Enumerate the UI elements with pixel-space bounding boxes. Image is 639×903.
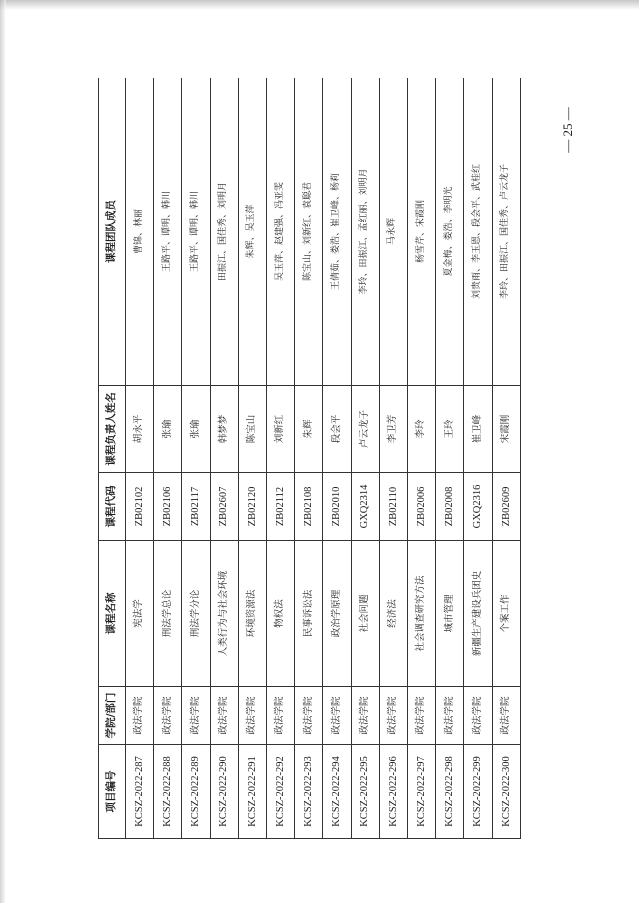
project-id-cell: KCSZ-2022-300 xyxy=(492,745,520,839)
department-cell: 政法学院 xyxy=(379,687,407,745)
course-code-cell: ZB02609 xyxy=(492,473,520,541)
header-department: 学院/部门 xyxy=(99,687,126,745)
course-name-cell: 民事诉讼法 xyxy=(295,541,323,687)
department-cell: 政法学院 xyxy=(154,687,182,745)
page-number-text: — 25 — xyxy=(560,107,575,153)
page-number xyxy=(548,100,588,160)
project-id-cell: KCSZ-2022-288 xyxy=(154,745,182,839)
table-row xyxy=(238,78,266,839)
header-course-code: 课程代码 xyxy=(99,473,126,541)
course-code-cell: ZB02010 xyxy=(323,473,351,541)
project-id-cell: KCSZ-2022-292 xyxy=(267,745,295,839)
header-course-name: 课程名称 xyxy=(99,541,126,687)
table-row xyxy=(436,78,464,839)
course-name-cell: 环境资源法 xyxy=(238,541,266,687)
department-cell: 政法学院 xyxy=(182,687,210,745)
department-cell: 政法学院 xyxy=(238,687,266,745)
course-code-cell: ZB02006 xyxy=(408,473,436,541)
table-row xyxy=(267,78,295,839)
project-id-cell: KCSZ-2022-290 xyxy=(210,745,238,839)
department-cell: 政法学院 xyxy=(295,687,323,745)
course-leader-cell: 王玲 xyxy=(436,386,464,473)
course-code-cell: ZB02110 xyxy=(379,473,407,541)
course-name-cell: 社会问题 xyxy=(351,541,379,687)
department-cell: 政法学院 xyxy=(267,687,295,745)
course-leader-cell: 韩梦梦 xyxy=(210,386,238,473)
table-row xyxy=(351,78,379,839)
course-leader-cell: 宋霞刚 xyxy=(492,386,520,473)
department-cell: 政法学院 xyxy=(464,687,492,745)
team-members-cell: 李玲、田振江、孟红丽、刘明月 xyxy=(351,78,379,386)
course-leader-cell: 崔卫峰 xyxy=(464,386,492,473)
course-code-cell: ZB02117 xyxy=(182,473,210,541)
table-row xyxy=(182,78,210,839)
scan-shadow-left xyxy=(0,0,6,903)
course-leader-cell: 胡永平 xyxy=(126,386,154,473)
team-members-cell: 朱辉、吴玉萍 xyxy=(238,78,266,386)
department-cell: 政法学院 xyxy=(436,687,464,745)
course-code-cell: ZB02008 xyxy=(436,473,464,541)
course-leader-cell: 陈宝山 xyxy=(238,386,266,473)
team-members-cell: 曹锦、林丽 xyxy=(126,78,154,386)
course-name-cell: 社会调查研究方法 xyxy=(408,541,436,687)
table-row xyxy=(295,78,323,839)
team-members-cell: 吴玉萍、赵建强、冯亚雯 xyxy=(267,78,295,386)
course-name-cell: 人类行为与社会环境 xyxy=(210,541,238,687)
table-row xyxy=(492,78,520,839)
course-leader-cell: 卢云龙子 xyxy=(351,386,379,473)
team-members-cell: 陈宝山、刘新红、袁聪君 xyxy=(295,78,323,386)
course-code-cell: ZB02120 xyxy=(238,473,266,541)
course-table xyxy=(98,78,521,839)
team-members-cell: 王倩茹、娄浩、崔卫峰、杨莉 xyxy=(323,78,351,386)
department-cell: 政法学院 xyxy=(351,687,379,745)
course-name-cell: 物权法 xyxy=(267,541,295,687)
team-members-cell: 田振江、国佳秀、刘明月 xyxy=(210,78,238,386)
course-name-cell: 刑法学分论 xyxy=(182,541,210,687)
project-id-cell: KCSZ-2022-298 xyxy=(436,745,464,839)
course-leader-cell: 段会平 xyxy=(323,386,351,473)
department-cell: 政法学院 xyxy=(126,687,154,745)
team-members-cell: 李玲、田振江、国佳秀、卢云龙子 xyxy=(492,78,520,386)
course-leader-cell: 张瑜 xyxy=(182,386,210,473)
table-row xyxy=(154,78,182,839)
project-id-cell: KCSZ-2022-289 xyxy=(182,745,210,839)
project-id-cell: KCSZ-2022-294 xyxy=(323,745,351,839)
course-name-cell: 宪法学 xyxy=(126,541,154,687)
scan-shadow-top xyxy=(0,0,639,10)
team-members-cell: 夏金梅、娄浩、李明光 xyxy=(436,78,464,386)
course-leader-cell: 李玲 xyxy=(408,386,436,473)
team-members-cell: 杨雪芹、宋霞刚 xyxy=(408,78,436,386)
table-header-row xyxy=(99,78,126,839)
team-members-cell: 王路平、谭明、韩川 xyxy=(182,78,210,386)
project-id-cell: KCSZ-2022-291 xyxy=(238,745,266,839)
project-id-cell: KCSZ-2022-287 xyxy=(126,745,154,839)
course-name-cell: 政治学原理 xyxy=(323,541,351,687)
header-team-members: 课程团队成员 xyxy=(99,78,126,386)
course-code-cell: ZB02112 xyxy=(267,473,295,541)
course-name-cell: 新疆生产建设兵团史 xyxy=(464,541,492,687)
course-code-cell: GXQ2314 xyxy=(351,473,379,541)
table-body xyxy=(126,78,521,839)
course-code-cell: GXQ2316 xyxy=(464,473,492,541)
course-leader-cell: 朱辉 xyxy=(295,386,323,473)
department-cell: 政法学院 xyxy=(323,687,351,745)
project-id-cell: KCSZ-2022-296 xyxy=(379,745,407,839)
course-leader-cell: 张瑜 xyxy=(154,386,182,473)
course-code-cell: ZB02106 xyxy=(154,473,182,541)
course-name-cell: 个案工作 xyxy=(492,541,520,687)
course-name-cell: 经济法 xyxy=(379,541,407,687)
project-id-cell: KCSZ-2022-299 xyxy=(464,745,492,839)
header-project-id: 项目编号 xyxy=(99,745,126,839)
table-row xyxy=(408,78,436,839)
team-members-cell: 刘贵雨、李玉恩、段会平、武桂红 xyxy=(464,78,492,386)
team-members-cell: 马永辉 xyxy=(379,78,407,386)
department-cell: 政法学院 xyxy=(492,687,520,745)
course-table-frame xyxy=(98,78,521,839)
course-leader-cell: 李卫芳 xyxy=(379,386,407,473)
table-row xyxy=(379,78,407,839)
course-name-cell: 刑法学总论 xyxy=(154,541,182,687)
table-row xyxy=(464,78,492,839)
course-code-cell: ZB02102 xyxy=(126,473,154,541)
project-id-cell: KCSZ-2022-297 xyxy=(408,745,436,839)
team-members-cell: 王路平、谭明、韩川 xyxy=(154,78,182,386)
table-row xyxy=(323,78,351,839)
course-code-cell: ZB02607 xyxy=(210,473,238,541)
header-course-leader: 课程负责人姓名 xyxy=(99,386,126,473)
department-cell: 政法学院 xyxy=(408,687,436,745)
department-cell: 政法学院 xyxy=(210,687,238,745)
course-leader-cell: 刘新红 xyxy=(267,386,295,473)
project-id-cell: KCSZ-2022-295 xyxy=(351,745,379,839)
project-id-cell: KCSZ-2022-293 xyxy=(295,745,323,839)
table-row xyxy=(210,78,238,839)
table-row xyxy=(126,78,154,839)
course-name-cell: 城市管理 xyxy=(436,541,464,687)
course-code-cell: ZB02108 xyxy=(295,473,323,541)
